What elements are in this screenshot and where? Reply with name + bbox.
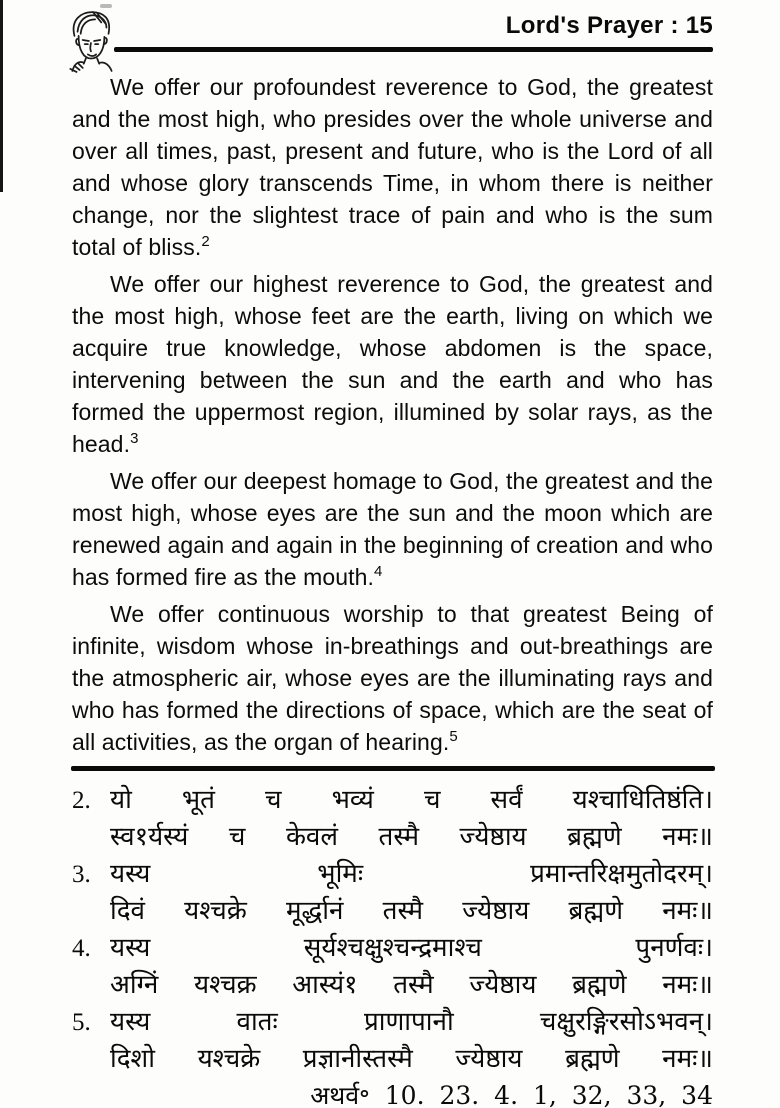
verse-lines [110,930,713,1004]
verse-number: 3. [72,861,91,888]
verse-number: 2. [72,787,91,814]
sanskrit-verses [72,782,713,1108]
footnote-marker: 4 [374,563,383,580]
paragraph [72,268,713,460]
verse-line: दिवं यश्चक्रे मूर्द्धानं तस्मै ज्येष्ठाय ब्रह्मणे नमः॥ [110,896,713,926]
verse-item [72,856,713,930]
paragraph-text: We offer our profoundest reverence to God, the greatest and the most high, who presides over the whole universe and over all times, past, present and future, who is the Lord of all and whose glory transcends Time, in whom there is neither change, nor the slightest trace of pain and who is the sum total of bliss. [72,74,713,260]
paragraph [72,465,713,593]
footnote-marker: 3 [130,430,139,447]
verse-item [72,782,713,856]
english-body [72,71,713,758]
scan-edge-artifact [0,0,3,192]
footnote-marker: 5 [449,728,458,745]
publisher-logo [66,9,118,73]
verse-lines [110,1004,713,1078]
scripture-reference: अथर्व॰ 10. 23. 4. 1, 32, 33, 34 [310,1081,713,1108]
turbaned-sage-portrait-icon [66,9,118,73]
paragraph-text: We offer our deepest homage to God, the greatest and the most high, whose eyes are the sun and the moon which are renewed again and again in the beginning of creation and who has formed fire as the mouth. [72,468,713,590]
verse-item [72,1004,713,1078]
verse-line: दिशो यश्चक्रे प्रज्ञानीस्तस्मै ज्येष्ठाय ब्रह्मणे नमः॥ [110,1044,713,1074]
verse-number: 5. [72,1009,91,1036]
verse-line: यो भूतं च भव्यं च सर्वं यश्चाधितिष्ठंति। [110,785,713,815]
paragraph-text: We offer our highest reverence to God, the greatest and the most high, whose feet are the earth, living on which we acquire true knowledge, whose abdomen is the space, intervening between the sun and the earth and who has formed the uppermost region, illumined by solar rays, as the head. [72,271,713,457]
verse-number: 4. [72,935,91,962]
verse-lines [110,782,713,856]
footnote-divider-rule [71,766,715,771]
scan-speck-artifact [100,4,112,8]
verse-line: यस्य वातः प्राणापानौ चक्षुरङ्गिरसोऽभवन्। [110,1007,713,1037]
paragraph-text: We offer continuous worship to that greatest Being of infinite, wisdom whose in-breathings and out-breathings are the atmospheric air, whose eyes are the illuminating rays and who has formed the directions of space, which are the seat of all activities, as the organ of hearing. [72,601,713,755]
verse-line: यस्य भूमिः प्रमान्तरिक्षमुतोदरम्। [110,859,713,889]
verse-line: यस्य सूर्यश्चक्षुश्चन्द्रमाश्च पुनर्णवः। [110,933,713,963]
verse-line: अग्निं यश्चक्र आस्यं१ तस्मै ज्येष्ठाय ब्रह्मणे नमः॥ [110,970,713,1000]
verse-lines [110,856,713,930]
paragraph [72,71,713,263]
verse-item [72,930,713,1004]
paragraph [72,598,713,758]
page-header-title: Lord's Prayer : 15 [505,12,713,39]
footnote-marker: 2 [201,233,210,250]
verse-line: स्व१र्यस्यं च केवलं तस्मै ज्येष्ठाय ब्रह्मणे नमः॥ [110,822,713,852]
header-rule [114,47,713,52]
